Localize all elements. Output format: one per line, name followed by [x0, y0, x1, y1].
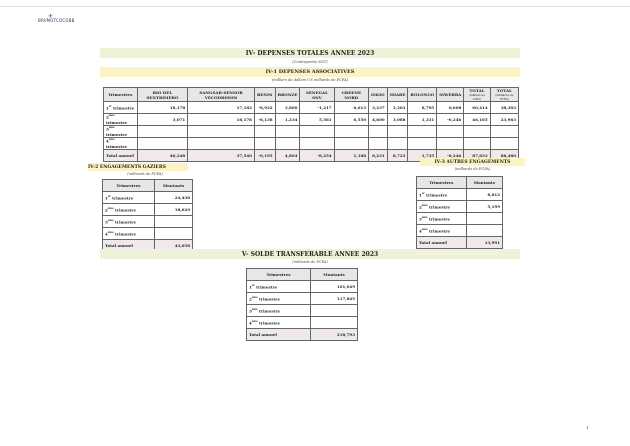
header-logo [38, 13, 75, 23]
value-cell [254, 126, 275, 138]
quarter-number: 2 [105, 207, 108, 213]
sub2-title: IV-2 ENGAGEMENTS GAZIERS [88, 164, 166, 170]
column-header [254, 88, 275, 102]
value-cell [188, 126, 255, 138]
amount-cell [311, 305, 358, 317]
column-header [408, 88, 437, 102]
table-row [103, 192, 193, 204]
value-cell: -8,932 [254, 102, 275, 114]
column-header-label: TOTAL [469, 88, 485, 93]
quarter-ordinal: ème [107, 230, 114, 234]
value-cell [334, 126, 369, 138]
quarter-number: 3 [105, 219, 108, 225]
quarter-number: 2 [419, 204, 422, 210]
value-cell: 3,800 [275, 102, 300, 114]
value-cell: 6,550 [334, 114, 369, 126]
column-header [437, 88, 464, 102]
value-cell: 18,178 [137, 102, 188, 114]
quarter-number: 4 [249, 320, 252, 326]
total-value-cell: -0,246 [437, 150, 464, 162]
total-row [417, 237, 503, 249]
column-header [387, 88, 408, 102]
value-cell [387, 126, 408, 138]
amount-cell [154, 216, 192, 228]
value-cell [387, 138, 408, 150]
quarter-text: trimestre [256, 284, 278, 290]
total-label: Total annuel [103, 240, 155, 252]
quarter-number: 3 [419, 216, 422, 222]
quarter-ordinal: ème [251, 307, 258, 311]
transferable-balance-table [246, 268, 358, 341]
value-cell [275, 126, 300, 138]
gas-commitments-table [102, 179, 193, 252]
sub3-subtitle: (milliards de FCFA) [454, 167, 491, 171]
section5-subtitle: (milliards de FCFA) [292, 260, 328, 264]
value-cell [300, 126, 334, 138]
value-cell [137, 138, 188, 150]
quarter-number: 4 [106, 138, 109, 144]
value-cell: 1,234 [275, 114, 300, 126]
quarter-ordinal: ème [421, 227, 428, 231]
table-header-row [417, 177, 503, 189]
value-cell [437, 126, 464, 138]
quarter-label [417, 189, 467, 201]
column-header: Trimestres [247, 269, 311, 281]
associative-expenses-table [103, 87, 519, 162]
section5-title: V- SOLDE TRANSFERABLE ANNEE 2023 [241, 250, 379, 258]
quarter-ordinal: ème [251, 319, 258, 323]
value-cell: 18,178 [188, 114, 255, 126]
column-header [464, 88, 490, 102]
value-cell: 1,331 [408, 114, 437, 126]
section4-title: IV- DEPENSES TOTALES ANNEE 2023 [245, 49, 375, 57]
table-row [417, 213, 503, 225]
quarter-label [104, 126, 138, 138]
column-header-label: MIARE [389, 92, 406, 97]
quarter-number: 3 [106, 126, 109, 132]
sub3-title: IV-3 AUTRES ENGAGEMENTS [434, 159, 511, 165]
amount-cell [466, 213, 502, 225]
value-cell: 23,983 [490, 114, 518, 126]
value-cell: 3,237 [369, 102, 388, 114]
quarter-ordinal: ème [251, 295, 258, 299]
quarter-text: trimestre [259, 320, 281, 326]
quarter-ordinal: ème [421, 215, 428, 219]
table-row [247, 293, 358, 305]
quarter-label [417, 225, 467, 237]
column-header-label: BRONZE [277, 92, 298, 97]
amount-cell [154, 228, 192, 240]
value-cell [334, 138, 369, 150]
value-cell [275, 138, 300, 150]
quarter-ordinal: ème [108, 138, 115, 142]
quarter-number: 1 [105, 195, 108, 201]
section4-subtitle: (Contrepartie SNT) [292, 60, 328, 64]
quarter-ordinal: ème [107, 218, 114, 222]
value-cell [464, 126, 490, 138]
amount-cell: 101,049 [311, 281, 358, 293]
quarter-number: 1 [249, 284, 252, 290]
quarter-ordinal: ème [108, 114, 115, 118]
total-label: Total annuel [104, 150, 138, 162]
value-cell [437, 138, 464, 150]
total-value-cell: 37,540 [188, 150, 255, 162]
quarter-text: trimestre [429, 228, 451, 234]
column-header: Montants [311, 269, 358, 281]
quarter-text: trimestre [429, 204, 451, 210]
total-row [247, 329, 358, 341]
table-row [417, 225, 503, 237]
quarter-text: trimestre [112, 195, 134, 201]
table-header-row [247, 269, 358, 281]
column-header [300, 88, 334, 102]
amount-cell: 18,620 [154, 204, 192, 216]
amount-cell: 24,438 [154, 192, 192, 204]
quarter-text: trimestre [259, 308, 281, 314]
column-header-label: GREENE NORD [341, 89, 362, 100]
quarter-label [417, 213, 467, 225]
quarter-number: 4 [105, 231, 108, 237]
value-cell [490, 138, 518, 150]
total-value-cell: 4,804 [275, 150, 300, 162]
quarter-label [103, 216, 155, 228]
section5-title-band [100, 249, 520, 259]
column-header [137, 88, 188, 102]
column-header [369, 88, 388, 102]
quarter-text: trimestre [429, 216, 451, 222]
value-cell: -8,138 [254, 114, 275, 126]
quarter-number: 3 [249, 308, 252, 314]
value-cell: 17,183 [188, 102, 255, 114]
quarter-label [104, 114, 138, 126]
column-header-label: Trimestres [108, 92, 133, 97]
value-cell: 6,613 [334, 102, 369, 114]
table-row [104, 138, 519, 150]
amount-cell: 5,199 [466, 201, 502, 213]
amount-cell: 8,812 [466, 189, 502, 201]
value-cell: 8,795 [408, 102, 437, 114]
total-label: Total annuel [247, 329, 311, 341]
quarter-label [247, 317, 311, 329]
value-cell: 3,203 [387, 102, 408, 114]
column-header-label: BIO DEL SENTRIMERO [146, 89, 179, 100]
table-row [417, 189, 503, 201]
quarter-text: trimestre [115, 219, 137, 225]
logo-text: BRVMOTCOCOBB [38, 18, 75, 23]
column-header [104, 88, 138, 102]
column-header: Trimestres [417, 177, 467, 189]
quarter-label [247, 281, 311, 293]
column-header-label: BOLONGO [410, 92, 435, 97]
quarter-text: trimestre [113, 105, 135, 111]
sub1-subtitle: (milliers de dollars US milliards de FCFA) [271, 78, 349, 82]
sub2-subtitle: (milliards de FCFA) [127, 172, 163, 176]
table-row [104, 126, 519, 138]
table-row [247, 317, 358, 329]
table-row [103, 216, 193, 228]
amount-cell: 117,845 [311, 293, 358, 305]
quarter-text: trimestre [106, 143, 128, 149]
total-value-cell: 40,248 [137, 150, 188, 162]
value-cell [137, 126, 188, 138]
total-value-cell: -8,254 [300, 150, 334, 162]
quarter-label [103, 192, 155, 204]
value-cell: 4,600 [369, 114, 388, 126]
sub1-title-band [100, 67, 520, 77]
value-cell: 3,071 [137, 114, 188, 126]
value-cell: 0,608 [437, 102, 464, 114]
column-header [490, 88, 518, 102]
table-row [103, 204, 193, 216]
column-header-note: (milliards de FCFA) [495, 93, 514, 101]
value-cell [369, 138, 388, 150]
quarter-ordinal: ème [108, 126, 115, 130]
value-cell: 60,414 [464, 102, 490, 114]
value-cell: -1,217 [300, 102, 334, 114]
table-row [103, 228, 193, 240]
table-row [247, 305, 358, 317]
quarter-text: trimestre [106, 119, 128, 125]
value-cell [408, 126, 437, 138]
total-value-cell: 8,723 [387, 150, 408, 162]
column-header [334, 88, 369, 102]
top-rule [0, 6, 630, 7]
column-header-label: TOTAL [496, 88, 512, 93]
quarter-text: trimestre [115, 231, 137, 237]
value-cell: -0,246 [437, 114, 464, 126]
table-row [104, 114, 519, 126]
amount-cell [311, 317, 358, 329]
value-cell: 46,165 [464, 114, 490, 126]
quarter-number: 2 [249, 296, 252, 302]
value-cell [188, 138, 255, 150]
value-cell [369, 126, 388, 138]
value-cell [490, 126, 518, 138]
value-cell [300, 138, 334, 150]
table-row [247, 281, 358, 293]
quarter-text: trimestre [259, 296, 281, 302]
total-amount-cell: 43,058 [154, 240, 192, 252]
quarter-label [103, 228, 155, 240]
table-header-row [104, 88, 519, 102]
total-value-cell: 1,188 [334, 150, 369, 162]
quarter-ordinal: er [421, 191, 425, 195]
column-header-label: SIWERRA [439, 92, 462, 97]
value-cell: 3,088 [387, 114, 408, 126]
other-commitments-table [416, 176, 503, 249]
quarter-ordinal: er [107, 194, 111, 198]
column-header-label: ISKIO [371, 92, 385, 97]
column-header-note: (milliers de USD) [468, 93, 485, 101]
column-header: Montants [466, 177, 502, 189]
quarter-text: trimestre [426, 192, 448, 198]
quarter-number: 1 [106, 105, 109, 111]
value-cell [408, 138, 437, 150]
quarter-label [247, 305, 311, 317]
quarter-ordinal: er [108, 104, 112, 108]
quarter-ordinal: er [251, 283, 255, 287]
value-cell [464, 138, 490, 150]
value-cell [254, 138, 275, 150]
quarter-label [103, 204, 155, 216]
column-header-label: SENEGAL SNV [305, 89, 328, 100]
sub2-title-band [88, 163, 188, 171]
sub3-title-band [420, 158, 525, 166]
column-header-label: SANGSAR-SENSOR VECODRISSIN [199, 89, 243, 100]
quarter-number: 2 [106, 114, 109, 120]
value-cell: 5,561 [300, 114, 334, 126]
value-cell: 38,383 [490, 102, 518, 114]
quarter-label [247, 293, 311, 305]
section4-title-band [100, 48, 520, 58]
table-row [104, 102, 519, 114]
quarter-number: 4 [419, 228, 422, 234]
page-number: 1 [586, 425, 589, 430]
quarter-text: trimestre [106, 131, 128, 137]
total-amount-cell: 13,991 [466, 237, 502, 249]
column-header [275, 88, 300, 102]
quarter-text: trimestre [115, 207, 137, 213]
total-label: Total annuel [417, 237, 467, 249]
column-header: Montants [154, 180, 192, 192]
table-row [417, 201, 503, 213]
total-amount-cell: 218,793 [311, 329, 358, 341]
quarter-label [104, 102, 138, 114]
amount-cell [466, 225, 502, 237]
quarter-ordinal: ème [421, 203, 428, 207]
total-value-cell: 8,231 [369, 150, 388, 162]
column-header [188, 88, 255, 102]
total-value-cell: 88,480 [490, 150, 518, 162]
column-header-label: BENIN [256, 92, 273, 97]
column-header: Trimestres [103, 180, 155, 192]
quarter-label [104, 138, 138, 150]
sub1-title: IV-1 DEPENSES ASSOCIATIVES [265, 69, 355, 75]
quarter-label [417, 201, 467, 213]
quarter-number: 1 [419, 192, 422, 198]
quarter-ordinal: ème [107, 206, 114, 210]
total-value-cell: -0,195 [254, 150, 275, 162]
table-header-row [103, 180, 193, 192]
total-value-cell: 1,735 [408, 150, 437, 162]
total-value-cell: 87,833 [464, 150, 490, 162]
logo-mark-icon: ✈ [48, 13, 54, 20]
